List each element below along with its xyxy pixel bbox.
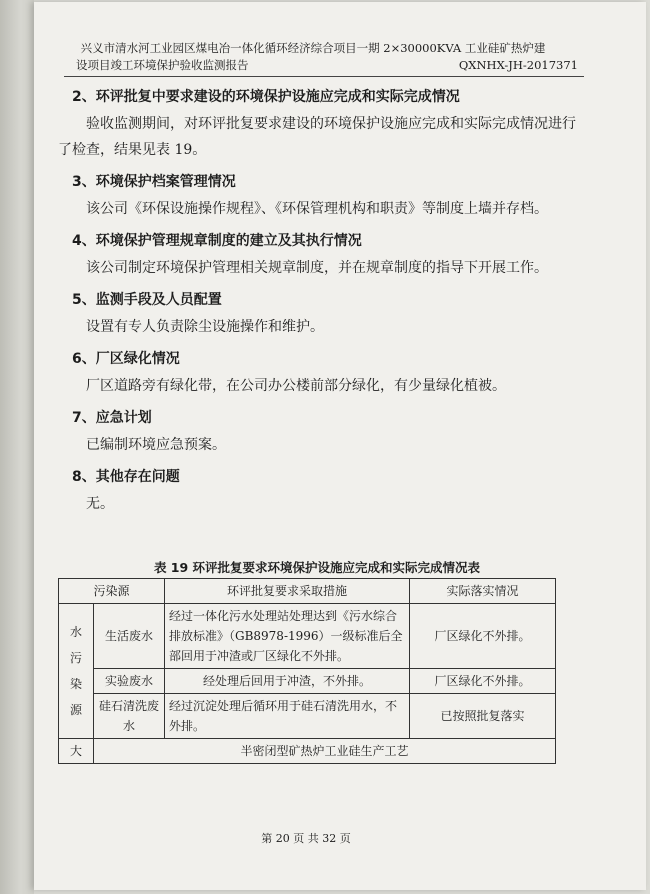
section-paragraph: 无。 (86, 496, 114, 512)
group-label (63, 619, 89, 723)
source-cell: 硅石清洗废水 (94, 694, 165, 739)
pollution-group-water (59, 604, 94, 739)
actual-cell: 厂区绿化不外排。 (410, 604, 556, 669)
actual-cell: 已按照批复落实 (410, 694, 556, 739)
pollution-group-air: 大 (59, 739, 94, 764)
section-heading: 6、厂区绿化情况 (72, 351, 180, 367)
measure-cell: 经过沉淀处理后循环用于硅石清洗用水，不外排。 (165, 694, 410, 739)
section-paragraph: 设置有专人负责除尘设施操作和维护。 (86, 319, 324, 335)
section-paragraph: 厂区道路旁有绿化带，在公司办公楼前部分绿化，有少量绿化植被。 (86, 378, 506, 394)
header-report-name: 设项目竣工环境保护验收监测报告 (76, 58, 249, 72)
table-title: 表 19 环评批复要求环境保护设施应完成和实际完成情况表 (153, 560, 481, 575)
table-row (59, 694, 556, 739)
section-heading: 5、监测手段及人员配置 (72, 292, 222, 308)
page-footer: 第 20 页 共 32 页 (261, 832, 351, 845)
measure-cell: 经处理后回用于冲渣，不外排。 (165, 669, 410, 694)
source-cell: 实验废水 (94, 669, 165, 694)
section-heading: 3、环境保护档案管理情况 (72, 174, 236, 190)
section-heading: 8、其他存在问题 (72, 469, 180, 485)
section-paragraph: 该公司《环保设施操作规程》、《环保管理机构和职责》等制度上墙并存档。 (86, 201, 548, 217)
header-divider (64, 76, 584, 77)
section-paragraph: 该公司制定环境保护管理相关规章制度，并在规章制度的指导下开展工作。 (86, 260, 548, 276)
document-body (58, 78, 576, 517)
facility-table (58, 578, 556, 764)
section-paragraph: 已编制环境应急预案。 (86, 437, 226, 453)
section-heading: 4、环境保护管理规章制度的建立及其执行情况 (72, 233, 362, 249)
header-report-code: QXNHX-JH-2017371 (458, 58, 578, 72)
actual-cell: 厂区绿化不外排。 (410, 669, 556, 694)
source-cell: 生活废水 (94, 604, 165, 669)
header-title-line1: 兴义市清水河工业园区煤电冶一体化循环经济综合项目一期 2×30000KVA 工业硅矿热炉建 (80, 41, 546, 55)
table-header-row (59, 579, 556, 604)
section-paragraph: 验收监测期间，对环评批复要求建设的环境保护设施应完成和实际完成情况进行了检查，结果见表 19。 (58, 116, 576, 158)
header-title-line2 (48, 57, 578, 74)
book-gutter (0, 0, 34, 894)
table-header-cell: 实际落实情况 (410, 579, 556, 604)
group-label-char: 水 (69, 625, 82, 639)
page-header (48, 40, 578, 74)
group-label-char: 污 (69, 651, 82, 665)
table-header-cell: 污染源 (59, 579, 165, 604)
table-header-cell: 环评批复要求采取措施 (165, 579, 410, 604)
section-heading: 7、应急计划 (72, 410, 152, 426)
table-row (59, 604, 556, 669)
table-row (59, 739, 556, 764)
section-heading: 2、环评批复中要求建设的环境保护设施应完成和实际完成情况 (72, 89, 460, 105)
table-row (59, 669, 556, 694)
measure-cell: 半密闭型矿热炉工业硅生产工艺 (94, 739, 556, 764)
group-label-char: 源 (69, 703, 82, 717)
group-label-char: 染 (69, 677, 82, 691)
measure-cell: 经过一体化污水处理站处理达到《污水综合排放标准》（GB8978-1996）一级标准后全部回用于冲渣或厂区绿化不外排。 (165, 604, 410, 669)
